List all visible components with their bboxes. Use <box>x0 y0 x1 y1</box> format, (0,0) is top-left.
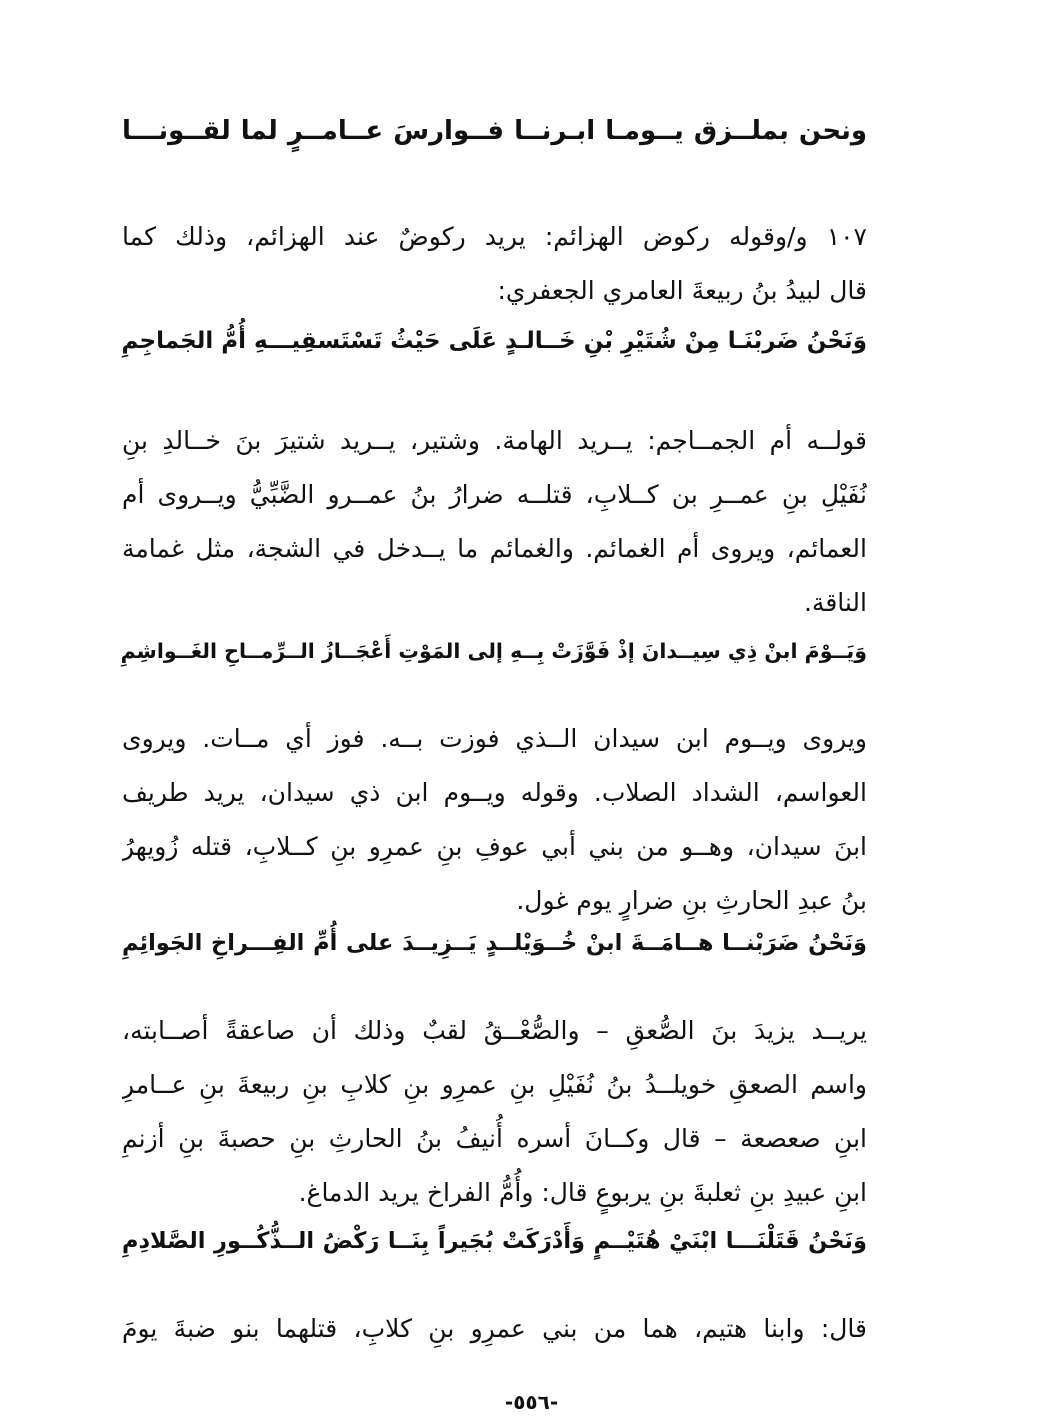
paragraph-line: بنُ عبدِ الحارثِ بنِ ضرارٍ يوم غول. <box>516 886 867 915</box>
paragraph-5 <box>122 1302 867 1356</box>
verse-line-2: وَنَحْنُ ضَربْنَـا مِنْ شُتَيْرِ بْنِ خَــالـدٍ عَلَى حَيْثُ تَسْتَسقِيـــهِ أُمُّ الجَماجِمِ <box>121 328 867 354</box>
paragraph-line: العواسم، الشداد الصلاب. وقوله ويــوم ابن ذي سيدان، يريد طريف <box>122 778 867 807</box>
paragraph-line: ابنِ صعصعة – قال وكــانَ أسره أُنيفُ بنُ الحارثِ بنِ حصبةَ بنِ أزنمِ <box>122 1124 867 1153</box>
verse-line-3: وَيَــوْمَ ابنْ ذِي سِيــدانَ إذْ فَوَّزَتْ بِــهِ إلى المَوْتِ أَعْجَــازُ الــرِّمــاحِ الغَــواشِمِ <box>120 639 867 663</box>
paragraph-line: العمائم، ويروى أم الغمائم. والغمائم ما يــدخل في الشجة، مثل غمامة <box>122 534 867 563</box>
paragraph-line: ابنَ سيدان، وهــو من بني أبي عوفِ بنِ عمرِو بنِ كــلابِ، قتله زُويهرُ <box>122 832 867 861</box>
paragraph-line: يريــد يزيدَ بنَ الصُّعقِ – والصُّعْــقُ لقبٌ وذلك أن صاعقةً أصــابته، <box>122 1016 867 1045</box>
paragraph-line: ابنِ عبيدِ بنِ ثعلبةَ بنِ يربوعٍ قال: وأُمُّ الفراخ يريد الدماغ. <box>298 1178 867 1207</box>
paragraph-line: قال: وابنا هتيم، هما من بني عمرِو بنِ كلابِ، قتلهما بنو ضبةَ يومَ <box>122 1314 867 1343</box>
verse-line-4: وَنَحْنُ ضَرَبْنــا هــامَــةَ ابنْ خُــوَيْلــدٍ يَــزِيــدَ على أُمِّ الفِـــراخِ الجَوائِمِ <box>122 930 867 956</box>
paragraph-line: نُفَيْلِ بنِ عمــرِ بن كــلابِ، قتلــه ضرارُ بنُ عمــرو الضَّبِّيُّ ويــروى أم <box>122 480 867 509</box>
paragraph-line: الناقة. <box>803 588 867 617</box>
paragraph-1 <box>122 210 867 318</box>
paragraph-4 <box>122 1004 867 1220</box>
paragraph-line: ويروى ويــوم ابن سيدان الــذي فوزت بــه. فوز أي مــات. ويروى <box>122 724 867 753</box>
paragraph-3 <box>122 712 867 928</box>
paragraph-line: قولــه أم الجمــاجم: يــريد الهامة. وشتير، يــريد شتيرَ بنَ خــالدِ بنِ <box>122 426 867 455</box>
paragraph-2 <box>122 414 867 630</box>
paragraph-line: ١٠٧ و/وقوله ركوض الهزائم: يريد ركوضٌ عند الهزائم، وذلك كما <box>122 222 867 251</box>
verse-line-1: ونحن بملــزق يــومـا ابـرنــا فــوارسَ عــامــرٍ لما لقــونـــا <box>122 116 867 146</box>
paragraph-line: واسم الصعقِ خويلــدُ بنُ نُفَيْلِ بنِ عمرِو بنِ كلابِ بنِ ربيعةَ بنِ عــامرِ <box>122 1070 867 1099</box>
verse-line-5: وَنَحْنُ قَتَلْنَـــا ابْنَيْ هُتَيْــمٍ وَأَدْرَكَتْ بُجَيراً بِنَــا رَكْضُ الــذُّكُــورِ الصَّلادِمِ <box>122 1228 867 1254</box>
paragraph-line: قال لبيدُ بنُ ربيعةَ العامري الجعفري: <box>497 276 867 305</box>
page-number: -٥٥٦- <box>504 1390 559 1414</box>
